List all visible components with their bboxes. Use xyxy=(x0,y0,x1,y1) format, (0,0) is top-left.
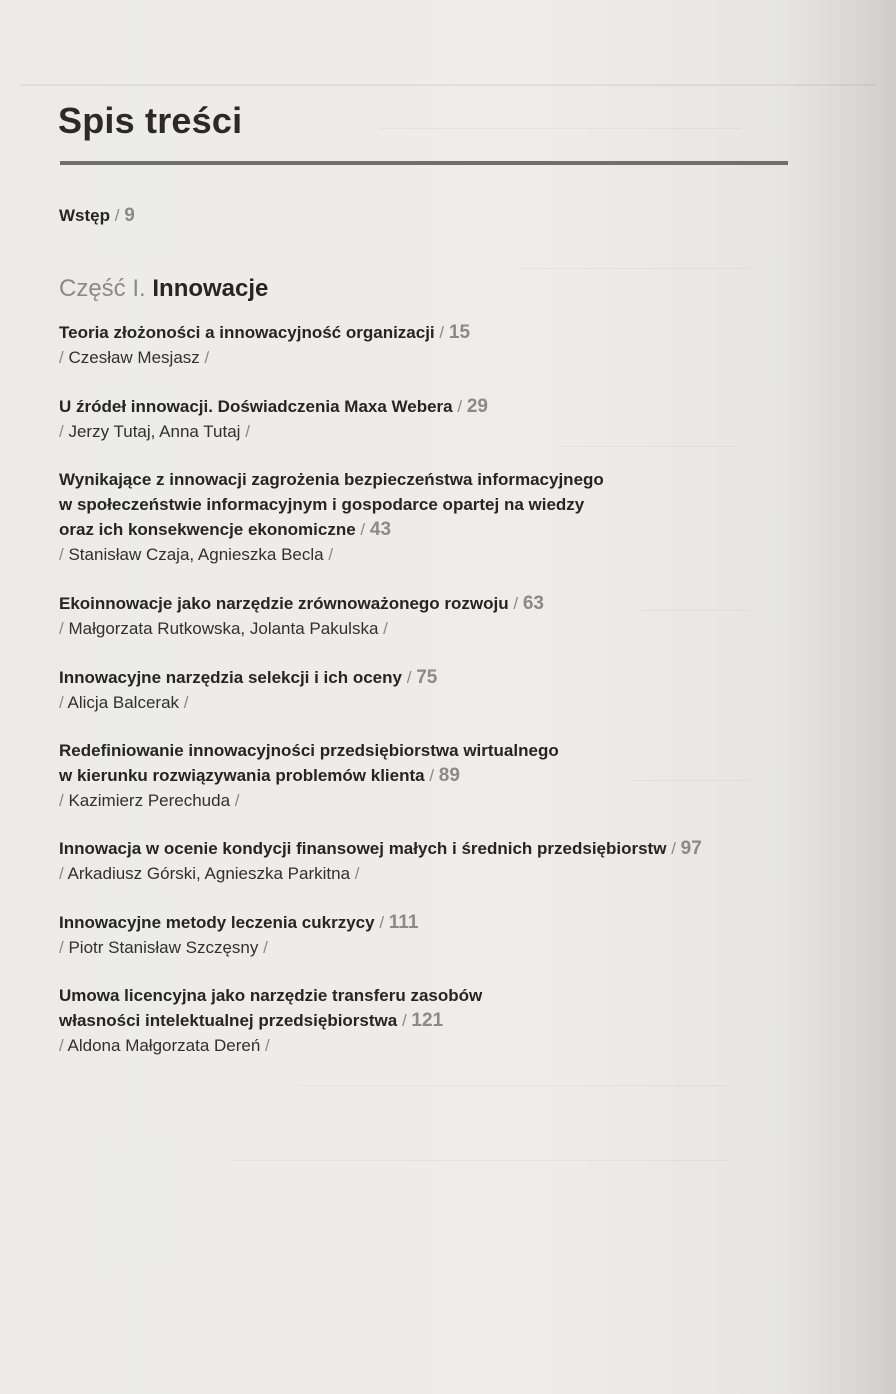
toc-entry[interactable] xyxy=(59,591,789,641)
part-label: Część I. xyxy=(59,275,146,302)
entry-page-number: 89 xyxy=(438,765,460,786)
entry-title: Innowacyjne narzędzia selekcji i ich oceny / 75 xyxy=(59,667,438,688)
entry-title: Ekoinnowacje jako narzędzie zrównoważonego rozwoju / 63 xyxy=(59,593,544,614)
entry-title: Innowacja w ocenie kondycji finansowej małych i średnich przedsiębiorstw / 97 xyxy=(59,838,702,859)
toc-entry[interactable] xyxy=(59,910,789,960)
entry-authors: / Czesław Mesjasz / xyxy=(59,348,210,367)
entry-page-number: 97 xyxy=(680,838,702,859)
toc-intro[interactable] xyxy=(59,205,135,227)
entry-page-number: 15 xyxy=(448,322,471,343)
entry-page-number: 43 xyxy=(369,519,392,540)
entry-title: U źródeł innowacji. Doświadczenia Maxa Webera / 29 xyxy=(59,396,488,417)
entry-title: w kierunku rozwiązywania problemów klienta / 89 xyxy=(59,765,460,786)
show-through-line xyxy=(640,610,750,611)
show-through-line xyxy=(300,1085,730,1086)
show-through-line xyxy=(230,1160,730,1161)
show-through-line xyxy=(520,268,750,269)
entry-page-number: 63 xyxy=(522,593,544,614)
entry-page-number: 111 xyxy=(388,912,419,933)
toc-entry[interactable] xyxy=(59,836,789,886)
entry-title: Umowa licencyjna jako narzędzie transferu zasobów xyxy=(59,986,483,1005)
toc-entry[interactable] xyxy=(59,665,789,715)
header-rule xyxy=(20,84,876,86)
entry-authors: / Alicja Balcerak / xyxy=(59,693,189,712)
page-edge-shadow xyxy=(786,0,896,1394)
page-title: Spis treści xyxy=(58,100,243,141)
entry-title: w społeczeństwie informacyjnym i gospodarce opartej na wiedzy xyxy=(59,495,585,514)
title-rule xyxy=(60,161,788,165)
entry-title: własności intelektualnej przedsiębiorstwa / 121 xyxy=(59,1010,444,1031)
entry-authors: / Jerzy Tutaj, Anna Tutaj / xyxy=(59,422,250,441)
toc-entry[interactable] xyxy=(59,320,789,370)
entry-page-number: 29 xyxy=(466,396,488,417)
entry-authors: / Piotr Stanisław Szczęsny / xyxy=(59,938,268,957)
show-through-line xyxy=(630,780,750,781)
entry-page-number: 121 xyxy=(411,1010,444,1031)
toc-entry[interactable] xyxy=(59,738,789,813)
entry-authors: / Stanisław Czaja, Agnieszka Becla / xyxy=(59,545,334,564)
entry-title: Redefiniowanie innowacyjności przedsiębiorstwa wirtualnego xyxy=(59,741,559,760)
entry-authors: / Kazimierz Perechuda / xyxy=(59,791,240,810)
entry-title: Wynikające z innowacji zagrożenia bezpieczeństwa informacyjnego xyxy=(59,470,604,489)
show-through-line xyxy=(560,446,740,447)
toc-entry[interactable] xyxy=(59,467,789,567)
toc-entry[interactable] xyxy=(59,983,789,1058)
entry-authors: / Aldona Małgorzata Dereń / xyxy=(59,1036,270,1055)
separator: / xyxy=(114,206,120,225)
entry-authors: / Małgorzata Rutkowska, Jolanta Pakulska / xyxy=(59,619,388,638)
entry-page-number: 75 xyxy=(416,667,438,688)
part-heading xyxy=(59,275,268,303)
show-through-line xyxy=(380,128,740,129)
entry-title: oraz ich konsekwencje ekonomiczne / 43 xyxy=(59,519,392,540)
entry-authors: / Arkadiusz Górski, Agnieszka Parkitna / xyxy=(59,864,360,883)
toc-entry[interactable] xyxy=(59,394,789,444)
entry-title: Teoria złożoności a innowacyjność organizacji / 15 xyxy=(59,322,471,343)
part-name: Innowacje xyxy=(152,275,269,302)
intro-label: Wstęp xyxy=(59,206,110,225)
entry-title: Innowacyjne metody leczenia cukrzycy / 111 xyxy=(59,912,419,933)
intro-page-number: 9 xyxy=(124,205,135,226)
